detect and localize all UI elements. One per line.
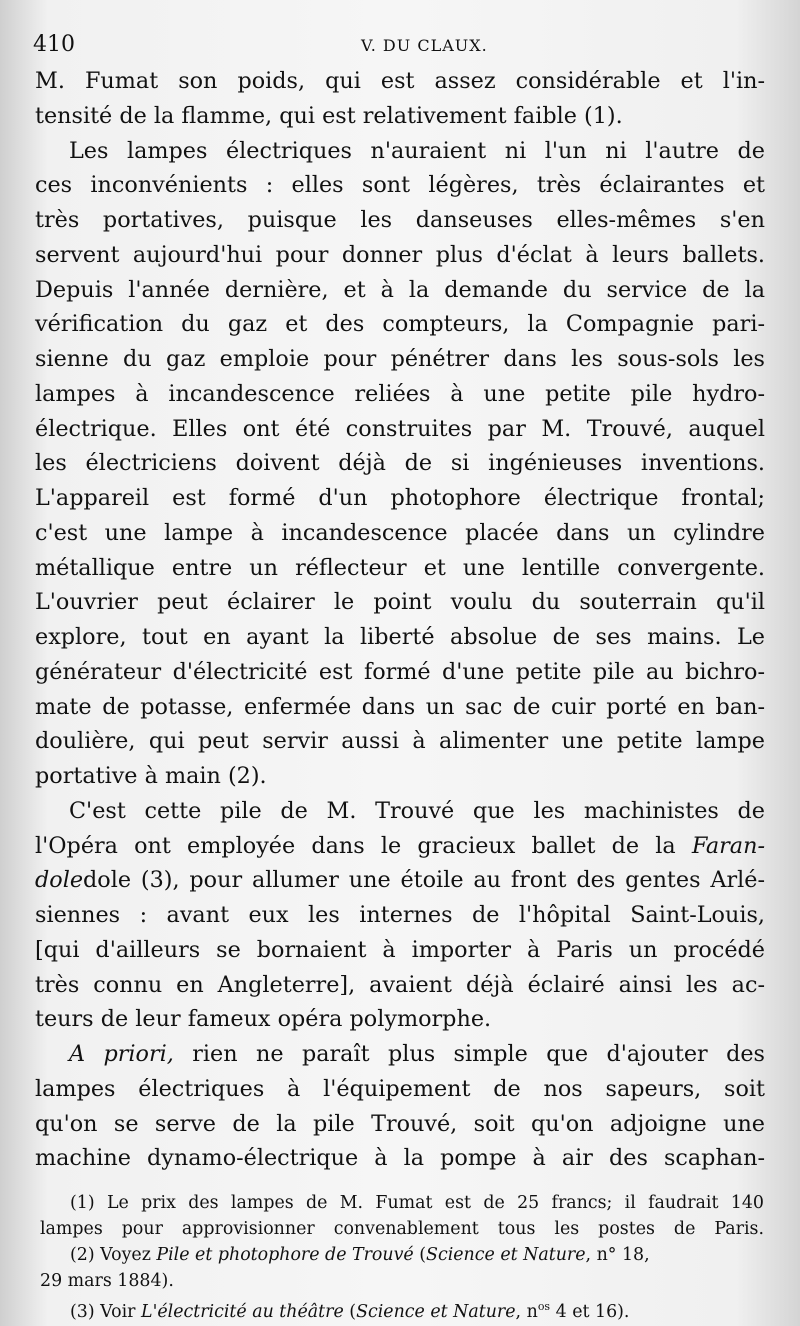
text-line: M. Fumat son poids, qui est assez considérable et l'in- [35,68,765,94]
text-line: tensité de la flamme, qui est relativement faible (1). [35,102,623,129]
footnote-text: , n° 18, [585,1245,650,1265]
footnote-2-line-2: 29 mars 1884). [40,1271,174,1291]
text-line: c'est une lampe à incandescence placée dans un cylindre [35,519,765,546]
text-line: C'est cette pile de M. Trouvé que les machinistes de [69,797,765,824]
footnote-1-line-2: lampes pour approvisionner convenablement tous les postes de Paris. [40,1219,764,1239]
text-line [35,863,765,898]
footnote-italic: Science et Nature [356,1301,516,1322]
footnote-superscript: os [537,1300,551,1313]
text-line: lampes à incandescence reliées à une petite pile hydro- [35,380,765,407]
text-segment: dole (3), pour allumer une étoile au front des gentes Arlé- [83,867,765,894]
text-line: sienne du gaz emploie pour pénétrer dans les sous-sols les [35,346,765,372]
body-text [35,64,765,1176]
footnote-italic: Pile et photophore de Trouvé [156,1245,414,1265]
text-line: [qui d'ailleurs se bornaient à importer à Paris un procédé [35,936,765,963]
running-head: V. DU CLAUX. [361,36,488,55]
footnote-text: 4 et 16). [550,1301,630,1322]
text-line: qu'on se serve de la pile Trouvé, soit qu'on adjoigne une [35,1110,765,1137]
text-segment: rien ne paraît plus simple que d'ajouter des [192,1041,765,1067]
footnote-italic: L'électricité au théâtre [141,1301,344,1322]
text-line: siennes : avant eux les internes de l'hôpital Saint-Louis, [35,902,765,928]
text-line: portative à main (2). [35,763,267,789]
text-line: électrique. Elles ont été construites par M. Trouvé, auquel [35,415,765,442]
footnote-text: ( [419,1245,427,1265]
text-line: Depuis l'année dernière, et à la demande du service de la [35,276,765,303]
text-line: lampes électriques à l'équipement de nos sapeurs, soit [35,1075,765,1102]
text-line: teurs de leur fameux opéra polymorphe. [35,1006,492,1033]
text-line: explore, tout en ayant la liberté absolue de ses mains. Le [35,624,765,650]
text-line: générateur d'électricité est formé d'une petite pile au bichro- [35,658,765,685]
text-line: mate de potasse, enfermée dans un sac de cuir porté en ban- [35,693,765,720]
page-header [33,32,773,64]
text-line: L'ouvrier peut éclairer le point voulu du souterrain qu'il [35,589,765,616]
footnote-2-line-1 [40,1242,764,1268]
footnote-text: (3) Voir [70,1301,136,1322]
text-segment: l'Opéra ont employée dans le gracieux ballet de la [35,832,676,859]
text-line: très portatives, puisque les danseuses elles-mêmes s'en [35,207,765,233]
text-line: Les lampes électriques n'auraient ni l'un ni l'autre de [69,137,765,164]
text-line-with-italic [35,1037,765,1072]
italic-word: A priori, [69,1041,174,1067]
text-line-with-italic [35,829,765,864]
footnotes [40,1190,764,1320]
footnote-text: , n [515,1301,538,1322]
text-line: doulière, qui peut servir aussi à alimenter une petite lampe [35,728,765,755]
text-line: ces inconvénients : elles sont légères, très éclairantes et [35,172,765,199]
text-line: machine dynamo-électrique à la pompe à air des scaphan- [35,1145,765,1172]
footnote-1-line-1: (1) Le prix des lampes de M. Fumat est de 25 francs; il faudrait 140 [70,1193,764,1213]
text-line: les électriciens doivent déjà de si ingénieuses inventions. [35,450,765,477]
page-number: 410 [33,32,75,57]
italic-word: Faran- [691,832,765,859]
footnote-text: ( [349,1301,357,1322]
footnote-italic: Science et Nature [426,1245,586,1265]
text-line: vérification du gaz et des compteurs, la Compagnie pari- [35,311,765,338]
text-line: servent aujourd'hui pour donner plus d'éclat à leurs ballets. [35,241,765,268]
footnote-3 [40,1294,764,1320]
text-line: très connu en Angleterre], avaient déjà éclairé ainsi les ac- [35,971,765,998]
footnote-text: (2) Voyez [70,1245,151,1265]
text-line: L'appareil est formé d'un photophore électrique frontal; [35,485,765,511]
italic-word: dole [35,867,84,894]
text-line: métallique entre un réflecteur et une lentille convergente. [35,554,765,581]
